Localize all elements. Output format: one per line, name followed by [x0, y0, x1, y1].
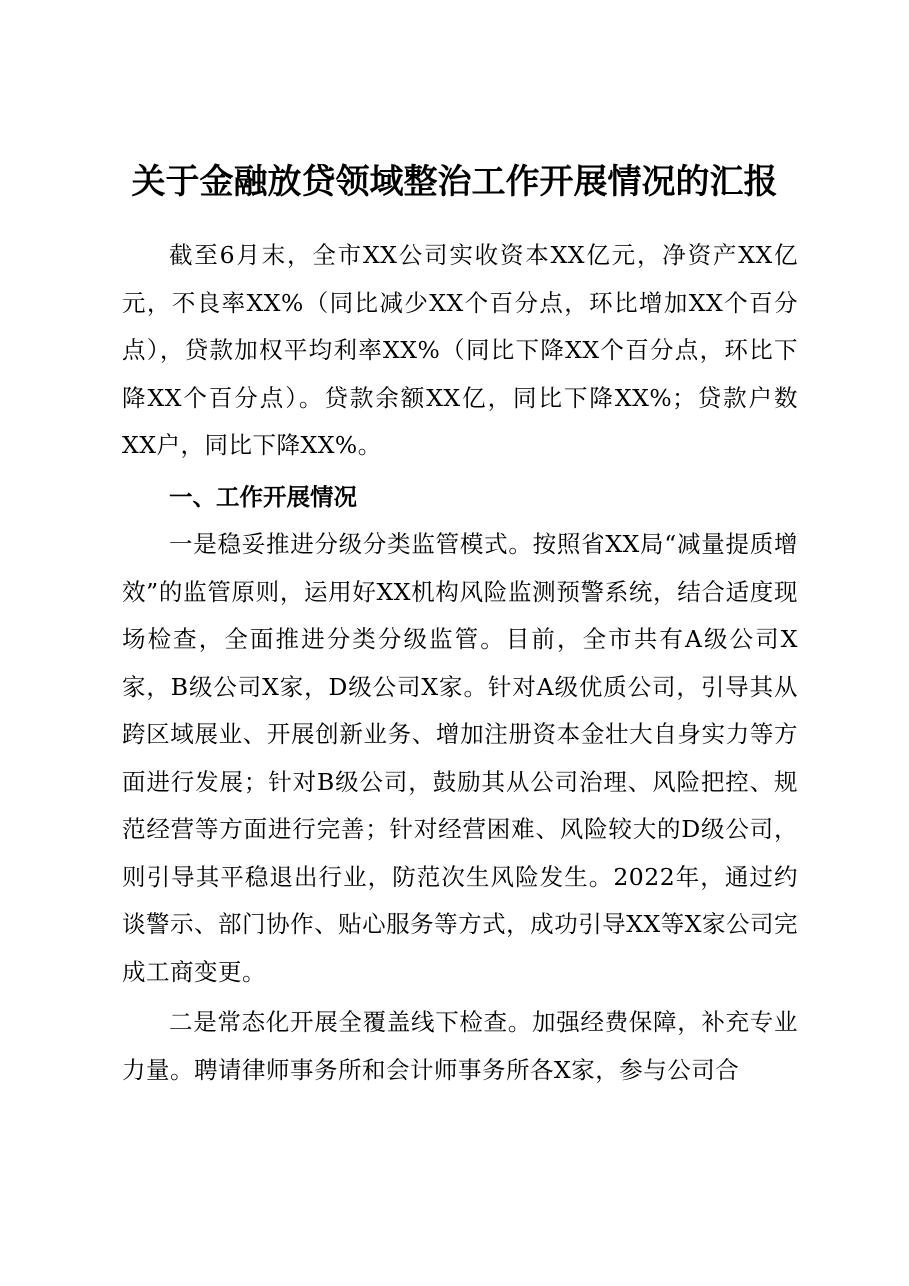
document-body — [122, 232, 798, 1094]
document-title: 关于金融放贷领域整治工作开展情况的汇报 — [131, 162, 778, 202]
section-heading-work-progress: 一、工作开展情况 — [169, 482, 357, 511]
paragraph-point-1: 一是稳妥推进分级分类监管模式。按照省XX局“减量提质增效”的监管原则，运用好XX机构风险监测预警系统，结合适度现场检查，全面推进分类分级监管。目前，全市共有A级公司X家，B级公司X家，D级公司X家。针对A级优质公司，引导其从跨区域展业、开展创新业务、增加注册资本金壮大自身实力等方面进行发展；针对B级公司，鼓励其从公司治理、风险把控、规范经营等方面进行完善；针对经营困难、风险较大的D级公司，则引导其平稳退出行业，防范次生风险发生。2022年，通过约谈警示、部门协作、贴心服务等方式，成功引导XX等X家公司完成工商变更。 — [122, 530, 798, 986]
intro-paragraph: 截至6月末，全市XX公司实收资本XX亿元，净资产XX亿元，不良率XX%（同比减少XX个百分点，环比增加XX个百分点），贷款加权平均利率XX%（同比下降XX个百分点，环比下降XX个百分点）。贷款余额XX亿，同比下降XX%；贷款户数XX户，同比下降XX%。 — [122, 241, 798, 459]
paragraph-point-2: 二是常态化开展全覆盖线下检查。加强经费保障，补充专业力量。聘请律师事务所和会计师事务所各X家，参与公司合 — [122, 1008, 798, 1084]
